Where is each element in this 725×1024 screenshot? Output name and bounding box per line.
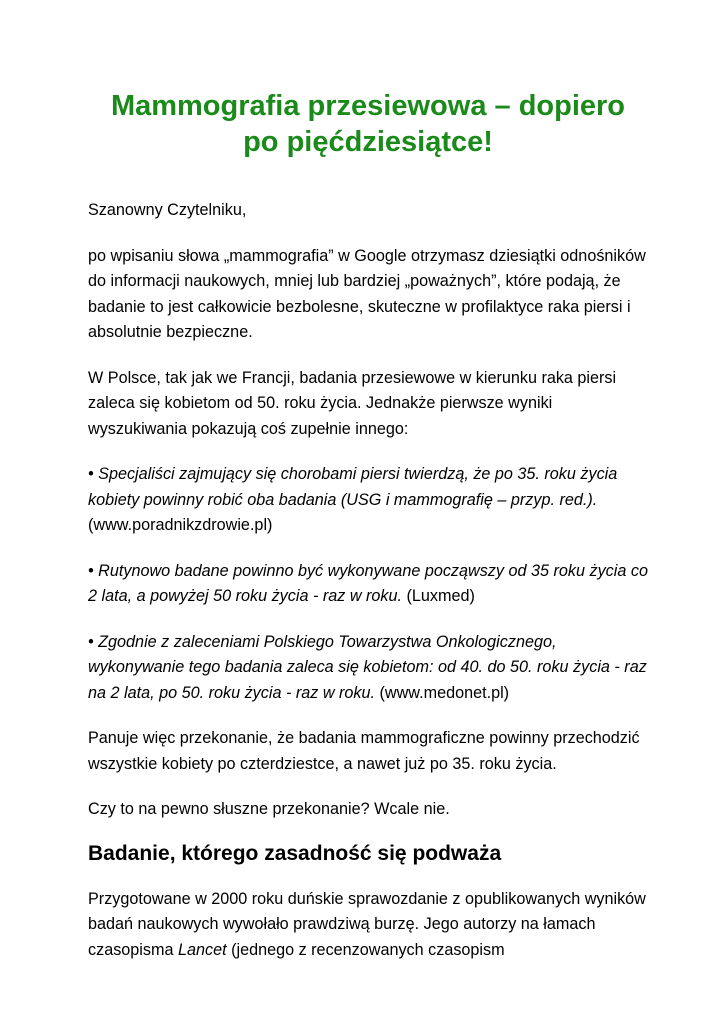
paragraph-danish-report (88, 887, 648, 964)
bullet-quote-2: • Rutynowo badane powinno być wykonywane począwszy od 35 roku życia co 2 lata, a powyżej 50 roku życia - raz w roku. (88, 561, 648, 605)
paragraph-poland: W Polsce, tak jak we Francji, badania przesiewowe w kierunku raka piersi zaleca się kobietom od 50. roku życia. Jednakże pierwsze wyniki wyszukiwania pokazują coś zupełnie innego: (88, 368, 617, 438)
bullet-item-3 (88, 630, 648, 707)
paragraph-danish-report-start: Przygotowane w 2000 roku duńskie sprawozdanie z opublikowanych wyników badań naukowych wywołało prawdziwą burzę. Jego autorzy na łamach czasopisma (88, 889, 646, 959)
bullet-item-1 (88, 462, 648, 539)
paragraph-danish-report-end: (jednego z recenzowanych czasopism (231, 940, 505, 959)
greeting: Szanowny Czytelniku, (88, 201, 247, 219)
title-line-1: Mammografia przesiewowa – dopiero (110, 90, 626, 122)
document-page (88, 88, 648, 963)
bullet-source-2: (Luxmed) (406, 587, 475, 605)
bullet-source-3: (www.medonet.pl) (379, 683, 510, 702)
paragraph-question: Czy to na pewno słuszne przekonanie? Wcale nie. (88, 800, 450, 818)
bullet-source-1: (www.poradnikzdrowie.pl) (88, 516, 273, 534)
bullet-quote-1: • Specjaliści zajmujący się chorobami piersi twierdzą, że po 35. roku życia kobiety powinny robić oba badania (USG i mammografię – przyp. red.). (88, 465, 618, 509)
paragraph-belief: Panuje więc przekonanie, że badania mammograficzne powinny przechodzić wszystkie kobiety po czterdziestce, a nawet już po 35. roku życia. (88, 729, 640, 773)
bullet-quote-3: • Zgodnie z zaleceniami Polskiego Towarzystwa Onkologicznego, wykonywanie tego badania zaleca się kobietom: od 40. do 50. roku życia - raz na 2 lata, po 50. roku życia - raz w roku. (88, 632, 647, 702)
paragraph-intro: po wpisaniu słowa „mammografia” w Google otrzymasz dziesiątki odnośników do informacji naukowych, mniej lub bardziej „poważnych”, które podają, że badanie to jest całkowicie bezbolesne, skuteczne w profilaktyce raka piersi i absolutnie bezpieczne. (88, 246, 646, 341)
section-heading: Badanie, którego zasadność się podważa (88, 841, 502, 865)
journal-name: Lancet (177, 940, 227, 959)
title-line-2: po pięćdziesiątce! (243, 126, 493, 158)
document-title (88, 88, 648, 160)
bullet-item-2 (88, 559, 648, 610)
